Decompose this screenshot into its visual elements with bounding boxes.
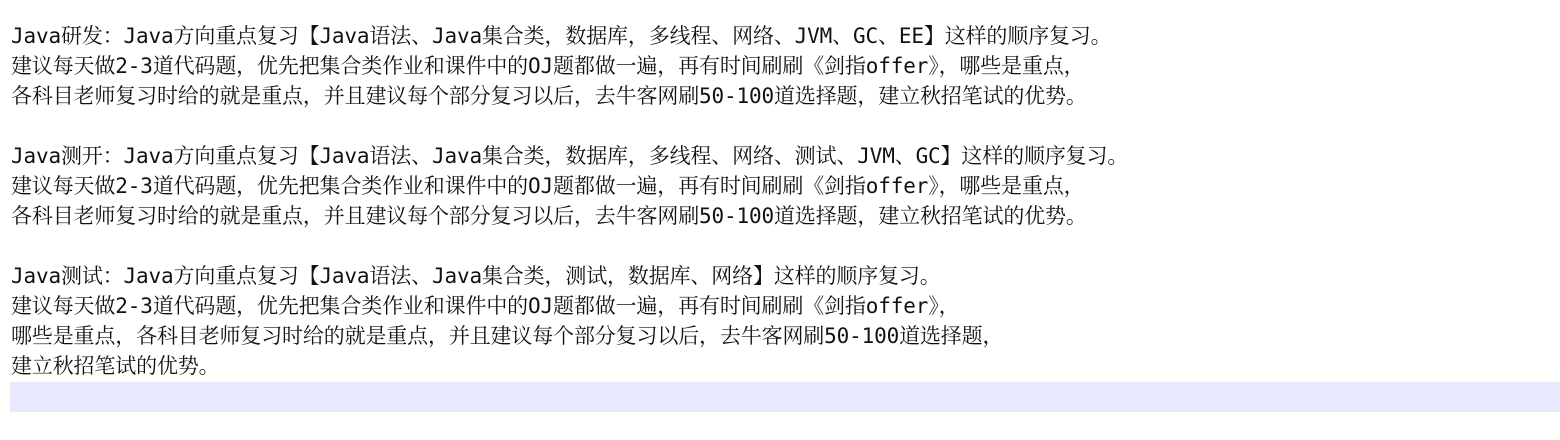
text-line[interactable]: 各科目老师复习时给的就是重点，并且建议每个部分复习以后，去牛客网刷50-100道选择题，建立秋招笔试的优势。 — [11, 84, 1087, 108]
text-line[interactable]: 建立秋招笔试的优势。 — [11, 354, 220, 378]
blank-line[interactable] — [11, 111, 1559, 141]
document-text-area[interactable] — [11, 21, 1559, 431]
blank-line[interactable] — [11, 231, 1559, 261]
current-line-highlight[interactable] — [10, 382, 1560, 412]
text-line[interactable]: Java测开：Java方向重点复习【Java语法、Java集合类，数据库，多线程、网络、测试、JVM、GC】这样的顺序复习。 — [11, 144, 1129, 168]
text-line[interactable]: Java测试：Java方向重点复习【Java语法、Java集合类，测试，数据库、网络】这样的顺序复习。 — [11, 264, 941, 288]
text-line[interactable]: Java研发：Java方向重点复习【Java语法、Java集合类，数据库，多线程、网络、JVM、GC、EE】这样的顺序复习。 — [11, 24, 1112, 48]
text-line[interactable]: 各科目老师复习时给的就是重点，并且建议每个部分复习以后，去牛客网刷50-100道选择题，建立秋招笔试的优势。 — [11, 204, 1087, 228]
text-line[interactable]: 建议每天做2-3道代码题，优先把集合类作业和课件中的OJ题都做一遍，再有时间刷刷《剑指offer》，哪些是重点， — [11, 174, 1085, 198]
text-line[interactable]: 哪些是重点，各科目老师复习时给的就是重点，并且建议每个部分复习以后，去牛客网刷50-100道选择题， — [11, 324, 1004, 348]
text-line[interactable]: 建议每天做2-3道代码题，优先把集合类作业和课件中的OJ题都做一遍，再有时间刷刷《剑指offer》， — [11, 294, 960, 318]
editor-gutter — [0, 0, 10, 440]
text-line[interactable]: 建议每天做2-3道代码题，优先把集合类作业和课件中的OJ题都做一遍，再有时间刷刷《剑指offer》，哪些是重点， — [11, 54, 1085, 78]
